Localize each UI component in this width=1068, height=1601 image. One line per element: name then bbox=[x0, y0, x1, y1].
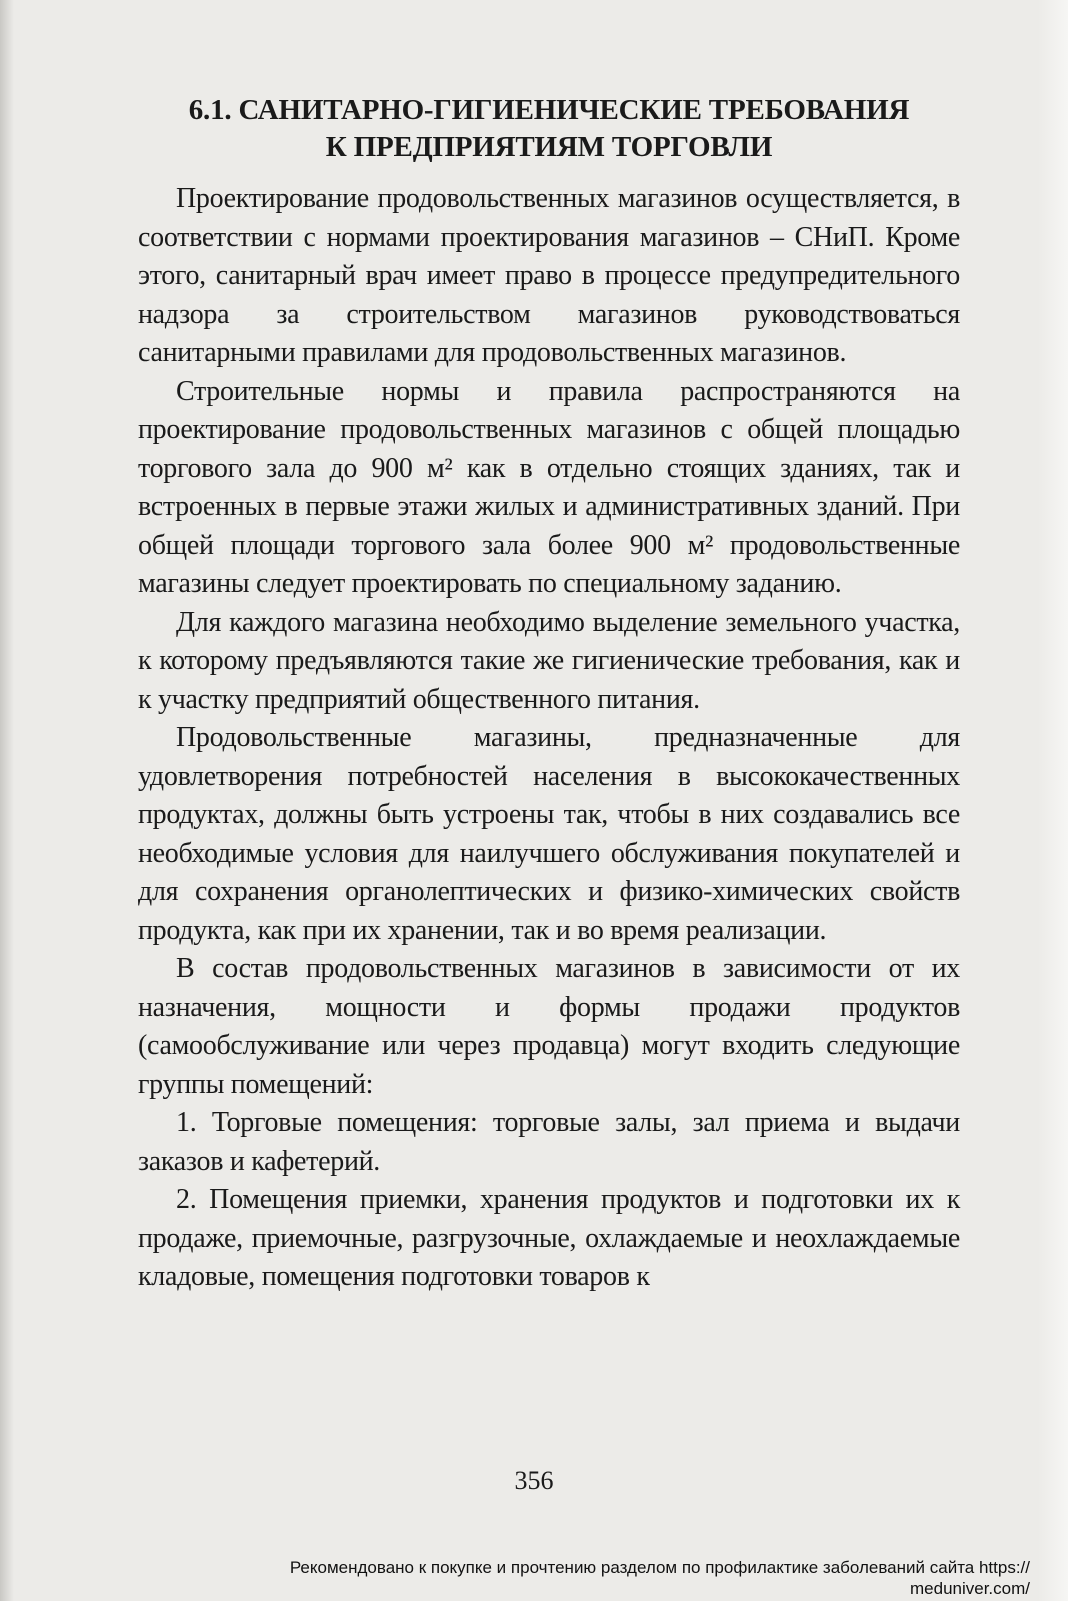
section-heading-line-2: К ПРЕДПРИЯТИЯМ ТОРГОВЛИ bbox=[325, 131, 773, 163]
section-heading bbox=[138, 92, 960, 166]
paragraph: Для каждого магазина необходимо выделение земельного участка, к которому предъявляются такие же гигиенические требования, как и к участку предприятий общественного питания. bbox=[138, 606, 960, 715]
binding-shadow bbox=[0, 0, 14, 1601]
footer-line-1: Рекомендовано к покупке и прочтению разделом по профилактике заболеваний сайта https:// bbox=[289, 1558, 1030, 1577]
page-content bbox=[138, 92, 960, 1297]
paragraph: Проектирование продовольственных магазинов осуществляется, в соответствии с нормами проектирования магазинов – СНиП. Кроме этого, санитарный врач имеет право в процессе предупредительного надзора за строительством магазинов руководствоваться санитарными правилами для продовольственных магазинов. bbox=[138, 183, 960, 368]
footer-recommendation bbox=[140, 1557, 1030, 1599]
footer-line-2: meduniver.com/ bbox=[910, 1579, 1030, 1598]
paragraph: Строительные нормы и правила распространяются на проектирование продовольственных магазинов с общей площадью торгового зала до 900 м² как в отдельно стоящих зданиях, так и встроенных в первые этажи жилых и административных зданий. При общей площади торгового зала более 900 м² продовольственные магазины следует проектировать по специальному заданию. bbox=[138, 375, 960, 599]
section-heading-line-1: 6.1. САНИТАРНО-ГИГИЕНИЧЕСКИЕ ТРЕБОВАНИЯ bbox=[188, 94, 910, 126]
list-item: 2. Помещения приемки, хранения продуктов и подготовки их к продаже, приемочные, разгрузочные, охлаждаемые и неохлаждаемые кладовые, помещения подготовки товаров к bbox=[138, 1184, 960, 1292]
page-number: 356 bbox=[514, 1466, 554, 1495]
list-item: 1. Торговые помещения: торговые залы, зал приема и выдачи заказов и кафетерий. bbox=[138, 1107, 960, 1177]
page-edge bbox=[1038, 0, 1068, 1601]
paragraph: В состав продовольственных магазинов в зависимости от их назначения, мощности и формы продажи продуктов (самообслуживание или через продавца) могут входить следующие группы помещений: bbox=[138, 953, 960, 1100]
paragraph: Продовольственные магазины, предназначенные для удовлетворения потребностей населения в высококачественных продуктах, должны быть устроены так, чтобы в них создавались все необходимые условия для наилучшего обслуживания покупателей и для сохранения органолептических и физико-химических свойств продукта, как при их хранении, так и во время реализации. bbox=[138, 722, 960, 946]
